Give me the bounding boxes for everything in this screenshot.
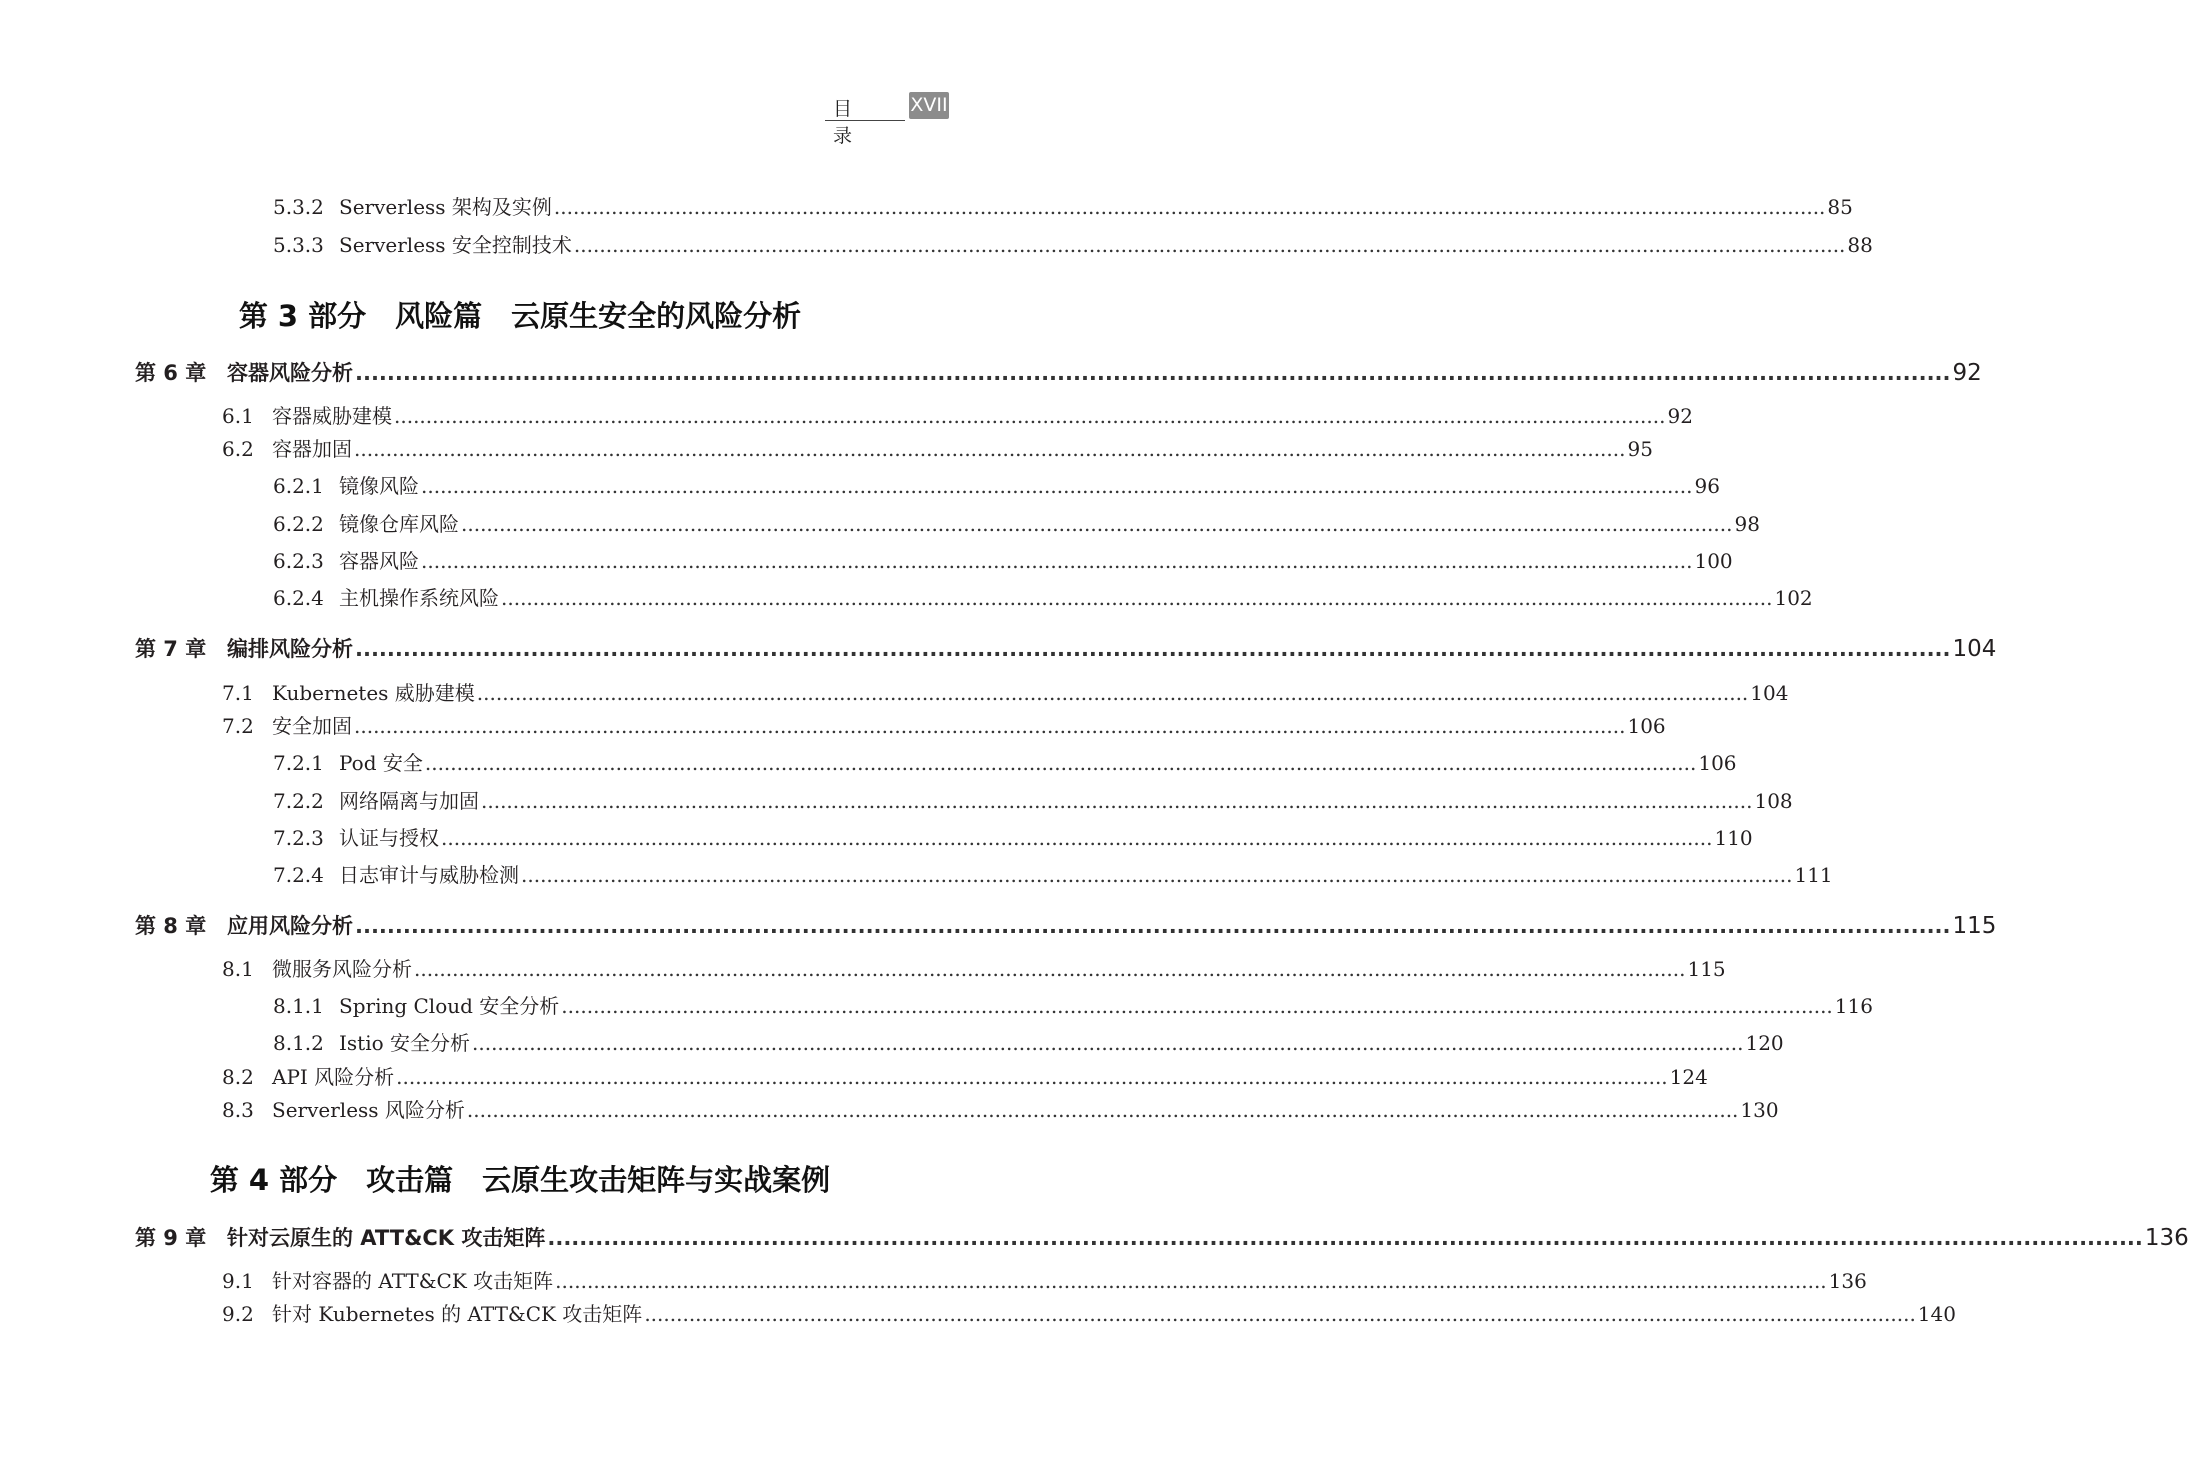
running-header [825, 92, 949, 147]
toc-entry[interactable] [222, 400, 1693, 429]
toc-entry-number: 6.2.1 [273, 474, 324, 498]
toc-chapter-number: 第 6 章 [135, 361, 207, 385]
toc-entry-title: API 风险分析 [272, 1065, 395, 1089]
leader-dots: ........................................................................................................................................................................................................ [396, 1065, 1668, 1089]
toc-entry-number: 9.2 [222, 1302, 254, 1326]
toc-chapter-page: 104 [1952, 636, 1997, 662]
toc-chapter[interactable] [135, 633, 1997, 663]
toc-entry-page: 102 [1774, 586, 1813, 610]
toc-entry[interactable] [222, 1265, 1867, 1294]
toc-entry[interactable] [273, 582, 1813, 611]
toc-chapter[interactable] [135, 1222, 2189, 1252]
toc-entry-page: 106 [1698, 751, 1737, 775]
toc-entry-page: 110 [1714, 826, 1753, 850]
leader-dots: ........................................................................................................................................................................................................ [424, 751, 1697, 775]
toc-entry-title: 针对 Kubernetes 的 ATT&CK 攻击矩阵 [272, 1302, 643, 1326]
toc-entry-title: Pod 安全 [339, 751, 423, 775]
leader-dots: ........................................................................................................................................................................................................ [355, 361, 1951, 385]
toc-entry[interactable] [273, 470, 1720, 499]
toc-entry-page: 92 [1667, 404, 1693, 428]
toc-entry-page: 96 [1694, 474, 1720, 498]
header-label: 目 录 [833, 98, 881, 147]
toc-entry-page: 124 [1669, 1065, 1708, 1089]
toc-entry-page: 130 [1740, 1098, 1779, 1122]
toc-entry-number: 8.3 [222, 1098, 254, 1122]
toc-entry-page: 120 [1745, 1031, 1784, 1055]
toc-entry-number: 8.1 [222, 957, 254, 981]
toc-entry[interactable] [273, 229, 1873, 258]
toc-entry-title: 微服务风险分析 [272, 957, 412, 981]
leader-dots: ........................................................................................................................................................................................................ [421, 474, 1693, 498]
part-heading: 第 4 部分 攻击篇 云原生攻击矩阵与实战案例 [209, 1163, 831, 1197]
leader-dots: ........................................................................................................................................................................................................ [573, 233, 1846, 257]
toc-entry-page: 140 [1917, 1302, 1956, 1326]
leader-dots: ........................................................................................................................................................................................................ [476, 681, 1749, 705]
toc-entry-page: 106 [1627, 714, 1666, 738]
toc-entry-number: 5.3.3 [273, 233, 324, 257]
toc-entry[interactable] [222, 433, 1653, 462]
leader-dots: ........................................................................................................................................................................................................ [481, 789, 1753, 813]
toc-entry-page: 85 [1827, 195, 1853, 219]
toc-entry-number: 5.3.2 [273, 195, 324, 219]
toc-entry[interactable] [273, 822, 1753, 851]
toc-chapter-title: 应用风险分析 [227, 914, 353, 938]
leader-dots: ........................................................................................................................................................................................................ [547, 1226, 2143, 1250]
toc-entry-number: 7.2 [222, 714, 254, 738]
toc-entry[interactable] [222, 1061, 1708, 1090]
toc-entry-title: 网络隔离与加固 [339, 789, 479, 813]
toc-entry-page: 98 [1734, 512, 1760, 536]
toc-entry[interactable] [222, 710, 1666, 739]
toc-entry-number: 6.1 [222, 404, 254, 428]
toc-entry-title: 针对容器的 ATT&CK 攻击矩阵 [272, 1269, 554, 1293]
leader-dots: ........................................................................................................................................................................................................ [561, 994, 1833, 1018]
toc-chapter-page: 115 [1952, 913, 1997, 939]
leader-dots: ........................................................................................................................................................................................................ [466, 1098, 1739, 1122]
toc-entry-title: 安全加固 [272, 714, 352, 738]
toc-entry-title: Kubernetes 威胁建模 [272, 681, 475, 705]
toc-entry-title: Istio 安全分析 [339, 1031, 470, 1055]
toc-chapter-page: 92 [1952, 360, 1982, 386]
leader-dots: ........................................................................................................................................................................................................ [461, 512, 1733, 536]
toc-entry-number: 7.2.1 [273, 751, 324, 775]
leader-dots: ........................................................................................................................................................................................................ [394, 404, 1666, 428]
leader-dots: ........................................................................................................................................................................................................ [553, 195, 1826, 219]
toc-chapter-number: 第 7 章 [135, 637, 207, 661]
toc-entry-title: 镜像仓库风险 [339, 512, 459, 536]
toc-entry[interactable] [273, 191, 1853, 220]
toc-entry-page: 100 [1694, 549, 1733, 573]
leader-dots: ........................................................................................................................................................................................................ [555, 1269, 1827, 1293]
part-heading: 第 3 部分 风险篇 云原生安全的风险分析 [238, 299, 802, 333]
toc-entry-number: 7.2.3 [273, 826, 324, 850]
toc-entry-number: 6.2.4 [273, 586, 324, 610]
toc-entry-title: 容器风险 [339, 549, 419, 573]
toc-entry[interactable] [273, 785, 1793, 814]
toc-entry[interactable] [222, 953, 1726, 982]
toc-entry-number: 7.2.4 [273, 863, 324, 887]
toc-chapter[interactable] [135, 910, 1997, 940]
leader-dots: ........................................................................................................................................................................................................ [421, 549, 1693, 573]
toc-entry-title: 容器加固 [272, 437, 352, 461]
header-rule [825, 120, 905, 121]
leader-dots: ........................................................................................................................................................................................................ [501, 586, 1773, 610]
toc-entry-number: 6.2.3 [273, 549, 324, 573]
toc-entry-number: 6.2 [222, 437, 254, 461]
toc-chapter-title: 针对云原生的 ATT&CK 攻击矩阵 [227, 1226, 546, 1250]
toc-entry-title: 容器威胁建模 [272, 404, 392, 428]
leader-dots: ........................................................................................................................................................................................................ [354, 437, 1626, 461]
toc-entry[interactable] [273, 859, 1833, 888]
toc-entry-number: 8.1.1 [273, 994, 324, 1018]
toc-entry[interactable] [222, 677, 1789, 706]
header-page-number: XVII [909, 92, 949, 119]
leader-dots: ........................................................................................................................................................................................................ [521, 863, 1793, 887]
toc-entry-number: 7.2.2 [273, 789, 324, 813]
toc-entry[interactable] [273, 545, 1733, 574]
toc-entry-page: 104 [1750, 681, 1789, 705]
toc-chapter-number: 第 8 章 [135, 914, 207, 938]
toc-chapter-title: 容器风险分析 [227, 361, 353, 385]
leader-dots: ........................................................................................................................................................................................................ [414, 957, 1686, 981]
toc-entry-number: 9.1 [222, 1269, 254, 1293]
toc-entry-title: Serverless 安全控制技术 [339, 233, 572, 257]
toc-entry-title: 日志审计与威胁检测 [339, 863, 519, 887]
toc-entry-title: Spring Cloud 安全分析 [339, 994, 560, 1018]
toc-entry-number: 8.1.2 [273, 1031, 324, 1055]
toc-entry-page: 136 [1828, 1269, 1867, 1293]
toc-entry-title: 镜像风险 [339, 474, 419, 498]
toc-entry-number: 8.2 [222, 1065, 254, 1089]
leader-dots: ........................................................................................................................................................................................................ [355, 637, 1951, 661]
toc-chapter-page: 136 [2144, 1225, 2189, 1251]
toc-entry[interactable] [273, 747, 1737, 776]
leader-dots: ........................................................................................................................................................................................................ [355, 914, 1951, 938]
toc-chapter-title: 编排风险分析 [227, 637, 353, 661]
leader-dots: ........................................................................................................................................................................................................ [441, 826, 1713, 850]
toc-chapter[interactable] [135, 357, 1982, 387]
leader-dots: ........................................................................................................................................................................................................ [472, 1031, 1744, 1055]
toc-entry-title: 认证与授权 [339, 826, 439, 850]
toc-entry-page: 88 [1847, 233, 1873, 257]
toc-entry[interactable] [222, 1094, 1779, 1123]
toc-entry-title: Serverless 风险分析 [272, 1098, 465, 1122]
toc-chapter-number: 第 9 章 [135, 1226, 207, 1250]
toc-entry-page: 95 [1627, 437, 1653, 461]
toc-entry[interactable] [273, 1027, 1784, 1056]
toc-entry[interactable] [273, 508, 1760, 537]
toc-entry-page: 108 [1754, 789, 1793, 813]
toc-entry-number: 7.1 [222, 681, 254, 705]
toc-entry-number: 6.2.2 [273, 512, 324, 536]
leader-dots: ........................................................................................................................................................................................................ [354, 714, 1626, 738]
toc-entry-page: 115 [1687, 957, 1726, 981]
toc-entry[interactable] [273, 990, 1873, 1019]
toc-entry-page: 116 [1834, 994, 1873, 1018]
toc-entry-title: 主机操作系统风险 [339, 586, 499, 610]
leader-dots: ........................................................................................................................................................................................................ [644, 1302, 1916, 1326]
toc-entry-page: 111 [1794, 863, 1833, 887]
toc-entry[interactable] [222, 1298, 1956, 1327]
toc-entry-title: Serverless 架构及实例 [339, 195, 552, 219]
